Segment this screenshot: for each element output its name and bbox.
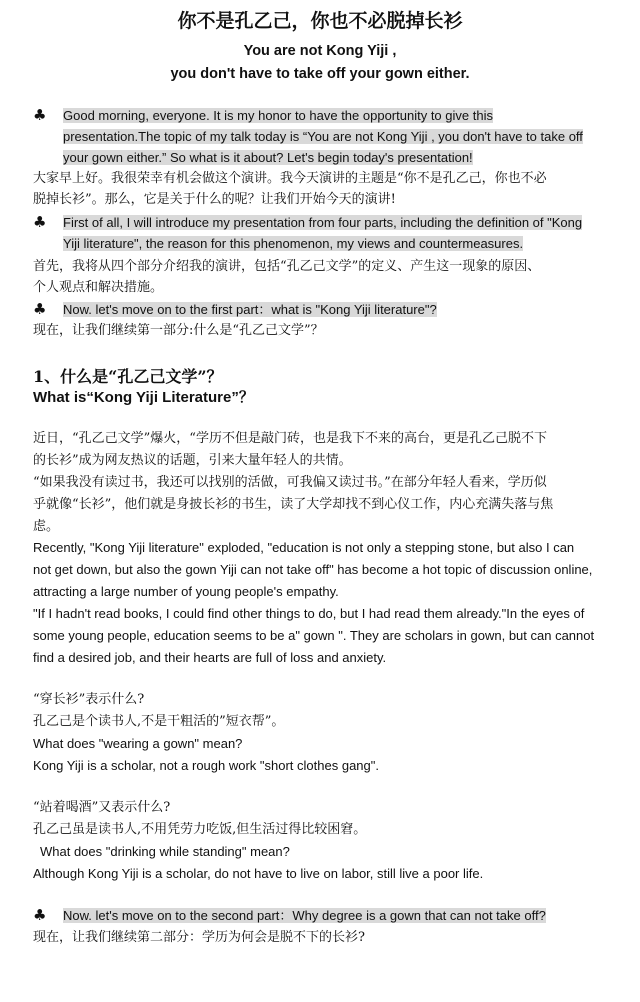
section1-en-line: "If I hadn't read books, I could find other things to do, but I had read them already."In the eyes of	[33, 606, 585, 621]
part2-move-en: Now. let's move on to the second part：Why degree is a gown that can not take off?	[63, 908, 546, 923]
section1-en-line: attracting a large number of young people's empathy.	[33, 584, 339, 599]
title-english-line1: You are not Kong Yiji ,	[243, 43, 397, 59]
section1-heading-cn: 1、什么是“孔乙己文学”？	[33, 367, 223, 386]
title-english	[0, 40, 640, 86]
outline-en-line: Yiji literature", the reason for this phenomenon, my views and countermeasures.	[63, 236, 524, 251]
outline-en-line: First of all, I will introduce my presentation from four parts, including the definition of "Kong	[63, 215, 583, 230]
intro-cn-line: 大家早上好。我很荣幸有机会做这个演讲。我今天演讲的主题是“你不是孔乙己，你也不必	[33, 171, 547, 186]
intro-cn-line: 脱掉长衫”。那么，它是关于什么的呢？让我们开始今天的演讲!	[33, 192, 396, 207]
part2-move-cn: 现在，让我们继续第二部分：学历为何会是脱不下的长衫?	[33, 930, 365, 945]
drink-answer-cn: 孔乙己虽是读书人,不用凭劳力吃饭,但生活过得比较困窘。	[33, 822, 367, 837]
gown-answer-en: Kong Yiji is a scholar, not a rough work "short clothes gang".	[33, 758, 379, 773]
club-bullet-icon: ♣	[33, 300, 47, 318]
gown-question-en: What does "wearing a gown" mean?	[33, 736, 243, 751]
gown-question-cn: “穿长衫”表示什么?	[33, 692, 145, 707]
section1-heading-en: What is“Kong Yiji Literature”？	[33, 389, 254, 406]
intro-en-line: Good morning, everyone. It is my honor to have the opportunity to give this	[63, 108, 493, 123]
section1-en-line: find a desired job, and their hearts are full of loss and anxiety.	[33, 650, 387, 665]
drink-question-en: What does "drinking while standing" mean?	[40, 844, 290, 859]
club-bullet-icon: ♣	[33, 106, 47, 124]
part1-move-cn: 现在，让我们继续第一部分:什么是“孔乙己文学”？	[33, 323, 324, 338]
section1-cn-line: 近日，“孔乙己文学”爆火，“学历不但是敲门砖，也是我下不来的高台，更是孔乙己脱不下	[33, 431, 547, 446]
section1-en-line: not get down, but also the gown Yiji can not take off" has become a hot topic of discussion online,	[33, 562, 593, 577]
section1-cn-line: “如果我没有读过书，我还可以找别的活做，可我偏又读过书。”在部分年轻人看来，学历似	[33, 475, 547, 490]
section1-en-line: some young people, education seems to be a" gown ". They are scholars in gown, but can cannot	[33, 628, 595, 643]
gown-answer-cn: 孔乙己是个读书人,不是干粗活的”短衣帮”。	[33, 714, 285, 729]
club-bullet-icon: ♣	[33, 213, 47, 231]
intro-en-line: your gown either.” So what is it about? Let's begin today's presentation!	[63, 150, 473, 165]
drink-answer-en: Although Kong Yiji is a scholar, do not have to live on labor, still live a poor life.	[33, 866, 484, 881]
intro-en-line: presentation.The topic of my talk today is “You are not Kong Yiji , you don't have to take off	[63, 129, 583, 144]
section1-en-line: Recently, "Kong Yiji literature" exploded, "education is not only a stepping stone, but also I can	[33, 540, 575, 555]
club-bullet-icon: ♣	[33, 906, 47, 924]
drink-question-cn: “站着喝酒”又表示什么?	[33, 800, 171, 815]
part1-move-en: Now. let's move on to the first part：what is "Kong Yiji literature"?	[63, 302, 437, 317]
title-chinese: 你不是孔乙己，你也不必脱掉长衫	[177, 10, 463, 32]
section1-cn-line: 乎就像“长衫”，他们就是身披长衫的书生，读了大学却找不到心仪工作，内心充满失落与焦	[33, 497, 554, 512]
title-english-line2: you don't have to take off your gown either.	[170, 66, 470, 82]
outline-cn-line: 个人观点和解决措施。	[33, 280, 164, 295]
section1-cn-line: 的长衫”成为网友热议的话题，引来大量年轻人的共情。	[33, 453, 352, 468]
section1-cn-line: 虑。	[33, 519, 60, 534]
outline-cn-line: 首先，我将从四个部分介绍我的演讲，包括“孔乙己文学”的定义、产生这一现象的原因、	[33, 259, 541, 274]
